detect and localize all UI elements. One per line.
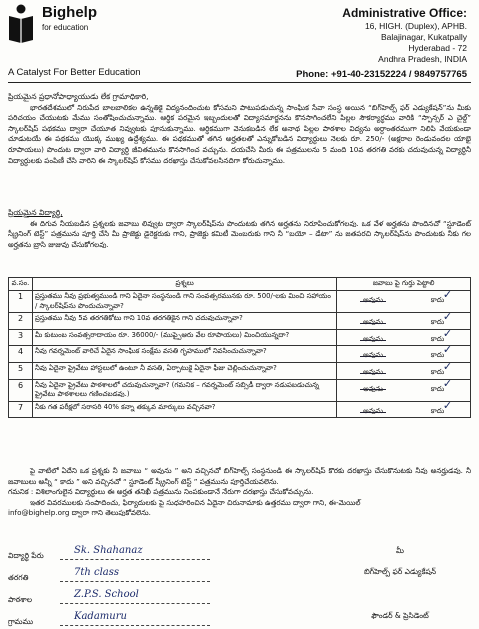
- row-number: 7: [9, 401, 33, 418]
- answer-yes-struck[interactable]: అవును: [363, 351, 384, 360]
- checkmark-icon: ✓: [442, 376, 453, 390]
- field-line: [60, 559, 210, 560]
- office-title: Administrative Office:: [342, 6, 467, 20]
- answer-no-label: కాదు: [430, 384, 445, 393]
- tagline: A Catalyst For Better Education: [8, 67, 141, 78]
- row-number: 3: [9, 329, 33, 346]
- checkmark-icon: ✓: [442, 359, 453, 373]
- answer-yes-struck[interactable]: అవును: [363, 384, 384, 393]
- sign-greeting: మీ: [396, 546, 404, 555]
- row-number: 6: [9, 379, 33, 401]
- field-label: గ్రామము: [8, 617, 34, 626]
- field-village: [8, 611, 228, 629]
- checkmark-icon: ✓: [442, 288, 453, 301]
- address-line: Hyderabad - 72: [408, 43, 467, 53]
- answer-yes-struck[interactable]: అవును: [363, 406, 384, 415]
- column-header-number: వ.సం.: [9, 278, 33, 291]
- eligibility-table: [8, 277, 471, 418]
- note-text: గమనిక : విశిలాంగులైన విద్యార్థులు ఈ అర్హత తనిఖీ పత్రమును నింపకుండానే నేరుగా దరఖాస్తు చేసుకోవచ్చును.: [8, 487, 314, 497]
- row-number: 1: [9, 291, 33, 313]
- brand-name: Bighelp: [42, 4, 97, 21]
- table-row: [9, 291, 471, 313]
- sign-title: ఫౌండర్ & ప్రెసిడెంట్: [371, 611, 429, 620]
- answer-no-selected[interactable]: [430, 376, 453, 395]
- student-details: [8, 545, 228, 629]
- letter-section-student: [8, 208, 471, 250]
- answer-yes-struck[interactable]: అవును: [363, 334, 384, 343]
- office-phone: Phone: +91-40-23152224 / 9849757765: [296, 69, 467, 80]
- checkmark-icon: ✓: [442, 326, 453, 340]
- handwritten-value: Z.P.S. School: [74, 589, 139, 600]
- question-text: ప్రస్తుతము నీవు ప్రభుత్వముండి గాని ఏదైనా సంస్థనుండి గాని సంవత్సరమునకు రూ. 500/-లకు మించి సహాయం / స్కాలర్‌షిప్‌ను పొందుచున్నావా?: [32, 291, 336, 313]
- letter-paragraph: భారతదేశములో నిరుపేద బాలబాలికల ఉన్నతికై విద్యనందించుట కోసమని పాటుపడుచున్న సాంఘిక సేవా సంస్థ అయిన “బిగ్‌హెల్ప్ ఫర్ ఎడ్యుకేషన్”ను మీకు పరిచయం చేయుటకు మేము సంతోషించుచున్నాము. ఆర్థిక పరమైన ఇబ్బందులతో విద్యాసమార్జనను కొనసాగించలేని పిల్లల సౌకర్యార్థము వారికి “స్పాన్సర్ ఎ చైల్డ్” స్కాలర్‌షిప్ పథకము ద్వారా చేయూత నివ్వుటకు పూనుకున్నాము. ఆర్థికముగా వెనుకబడిన లేక అనాథ పిల్లల పాఠశాల విద్యను అర్ధాంతరముగా నిలిపి వేయకుండా చూడుటయే ఈ పథకము యొక్క ముఖ్య ఉద్దేశ్యము. ఈ పథకముతో తగిన అర్హతలతో ఎన్నుకోబడిన విద్యార్థులు నెలకు రూ. 250/- (అక్షరాల రెండువందల యాభై రూపాయలు) పొందుట ద్వారా వారి విద్యార్థి జీవితమును కొనసాగించ వచ్చును. దయచేసి మీరు ఈ పత్రములను 5 మంది 10వ తరగతి వరకు చదువుచున్న విద్యార్థినీ విద్యార్థులకు పంపిణీ చేసి వారిని ఈ స్కాలర్‌షిప్ కోసము దరఖాస్తు చేసుకోవలసినదిగా కోరుచున్నాము.: [8, 102, 471, 165]
- answer-no-label: కాదు: [430, 318, 445, 327]
- field-class: [8, 567, 228, 589]
- answer-no-label: కాదు: [430, 334, 445, 343]
- address-line: Andhra Pradesh, INDIA: [378, 54, 467, 64]
- answer-yes-struck[interactable]: అవును: [363, 367, 384, 376]
- field-student-name: [8, 545, 228, 567]
- office-address: [296, 5, 467, 80]
- table-row: [9, 329, 471, 346]
- contact-paragraph: ఇతర వివరములకు సంపాదించు, ఫిర్యాదులకు పై సుధహరించిన ఏదైనా చిరునామాకు ఉత్తరము ద్వారా గాని, ఈ-మెయిల్: [30, 497, 361, 507]
- closing-paragraph: పై వాటిలో ఏదేని ఒక ప్రశ్నకు నీ జవాబు “ అవును ” అని వచ్చినచో బిగ్‌హెల్ప్ సంస్థనుండి ఈ స్కాలర్‌షిప్ కొరకు దరఖాస్తు చేసుకొనుటకు నీవు అనర్హుడవు. నీ జవాబులు అన్నీ “ కాదు ” అని వచ్చినచో “ స్టూడెంట్ స్క్రీనింగ్ టెస్ట్ ” పత్రమును పూర్తిచేయవలెను.: [8, 466, 471, 486]
- answer-no-selected[interactable]: [430, 398, 453, 417]
- column-header-answer: జవాబు పై గుర్తు పెట్టాలి: [337, 278, 471, 291]
- salutation-student: ప్రియమైన విద్యార్థి,: [8, 208, 63, 217]
- column-header-questions: ప్రశ్నలు: [32, 278, 336, 291]
- field-label: తరగతి: [8, 573, 29, 582]
- handwritten-value: 7th class: [74, 567, 120, 578]
- checkmark-icon: ✓: [442, 343, 453, 357]
- bighelp-logo-icon: [8, 4, 34, 44]
- row-number: 4: [9, 346, 33, 363]
- table-row: [9, 346, 471, 363]
- handwritten-value: Kadamuru: [74, 611, 127, 622]
- answer-no-label: కాదు: [430, 367, 445, 376]
- handwritten-value: Sk. Shahanaz: [74, 545, 143, 556]
- field-line: [60, 625, 210, 626]
- row-number: 2: [9, 313, 33, 330]
- checkmark-icon: ✓: [442, 310, 453, 324]
- question-text: నీవు ఏదైనా ప్రైవేటు హాస్టలులో ఉంటూ నీ వసతి, ఏర్పాటుకై ఏదైనా ఫీజు చెల్లించుచున్నావా?: [32, 362, 336, 379]
- question-text: నీకు గత పరీక్షలో సరాసరి 40% కన్నా తక్కువ మార్కులు వచ్చినవా?: [32, 401, 336, 418]
- table-row: [9, 379, 471, 401]
- address-line: 16, HIGH. (Duplex), APHB.: [364, 21, 467, 31]
- letter-paragraph: ఈ దిగువ నీయబడిన ప్రశ్నలకు జవాబు లివ్వుట ద్వారా స్కాలర్‌షిప్‌ను పొందుటకు తగిన అర్హతను నిరూపించుకోగలవు. ఒక వేళ అర్హతను పొందినచో “స్టూడెంట్ స్క్రీనింగ్ టెస్ట్” పత్రమును పూర్తి చేసి మీ ప్రాజెక్టు డైరెక్టరుకు గాని, ప్రాజెక్టు కమిటీ మెంబరుకు గాని నీ “బయో – డేటా” ను జతపరచి స్కాలర్‌షిప్‌ను పొందుటకు నీకు గల అర్హతను బ్రాసి జుజువు చేసుకోగలవు.: [8, 218, 471, 249]
- checkmark-icon: ✓: [442, 398, 453, 412]
- answer-cell[interactable]: [337, 398, 471, 418]
- table-row: [9, 313, 471, 330]
- row-number: 5: [9, 362, 33, 379]
- answer-no-label: కాదు: [430, 351, 445, 360]
- header-divider: [8, 82, 471, 83]
- field-school: [8, 589, 228, 611]
- question-text: నీవు గవర్నమెంట్ వారిచే ఏదైన సాంఘిక సంక్షేమ వసతి గృహములో నివసించుచున్నావా?: [32, 346, 336, 363]
- sign-organization: బిగ్‌హెల్ప్ ఫర్ ఎడ్యుకేషన్: [363, 567, 437, 576]
- answer-no-label: కాదు: [430, 296, 445, 304]
- address-line: Balajinagar, Kukatpally: [380, 32, 467, 42]
- table-row: [9, 401, 471, 418]
- table-header-row: [9, 278, 471, 291]
- answer-yes-struck[interactable]: అవును: [363, 318, 384, 327]
- field-line: [60, 581, 210, 582]
- answer-cell[interactable]: [337, 376, 471, 401]
- table-row: [9, 362, 471, 379]
- field-line: [60, 603, 210, 604]
- letter-section-headmaster: [8, 92, 471, 166]
- question-text: ప్రస్తుతము నీవు 5వ తరగతికోటు గాని 10వ తరగతికైన గాని చదువుచున్నావా?: [32, 313, 336, 330]
- email-line: info@bighelp.org ద్వారా గాని తెలుపుకోవలెను.: [8, 508, 151, 518]
- closing-section: [8, 466, 471, 519]
- field-label: విద్యార్థి పేరు: [8, 551, 44, 560]
- answer-no-selected[interactable]: [430, 288, 453, 306]
- brand-subtitle: for education: [42, 23, 89, 32]
- question-text: నీవు ఏదైనా ప్రైవేటు పాఠశాలలో చదువుచున్నావా? (గమనిక – గవర్నమెంట్ సబ్సిడీ ద్వారా నడుపబడుచున్న ప్రైవేటు పాఠశాలలు గణించబడవు.): [32, 379, 336, 401]
- answer-yes-struck[interactable]: అవును: [363, 296, 384, 304]
- question-text: మీ కుటుంబ సంవత్సరాదాయం రూ. 36000/- (ముప్పైఆరు వేల రూపాయలు) మించియున్నదా?: [32, 329, 336, 346]
- answer-no-label: కాదు: [430, 406, 445, 415]
- field-label: పాఠశాల: [8, 595, 33, 604]
- salutation-headmaster: ప్రియమైన ప్రధానోపాధ్యాయుడు లేక గ్రామాధికారి,: [8, 92, 149, 101]
